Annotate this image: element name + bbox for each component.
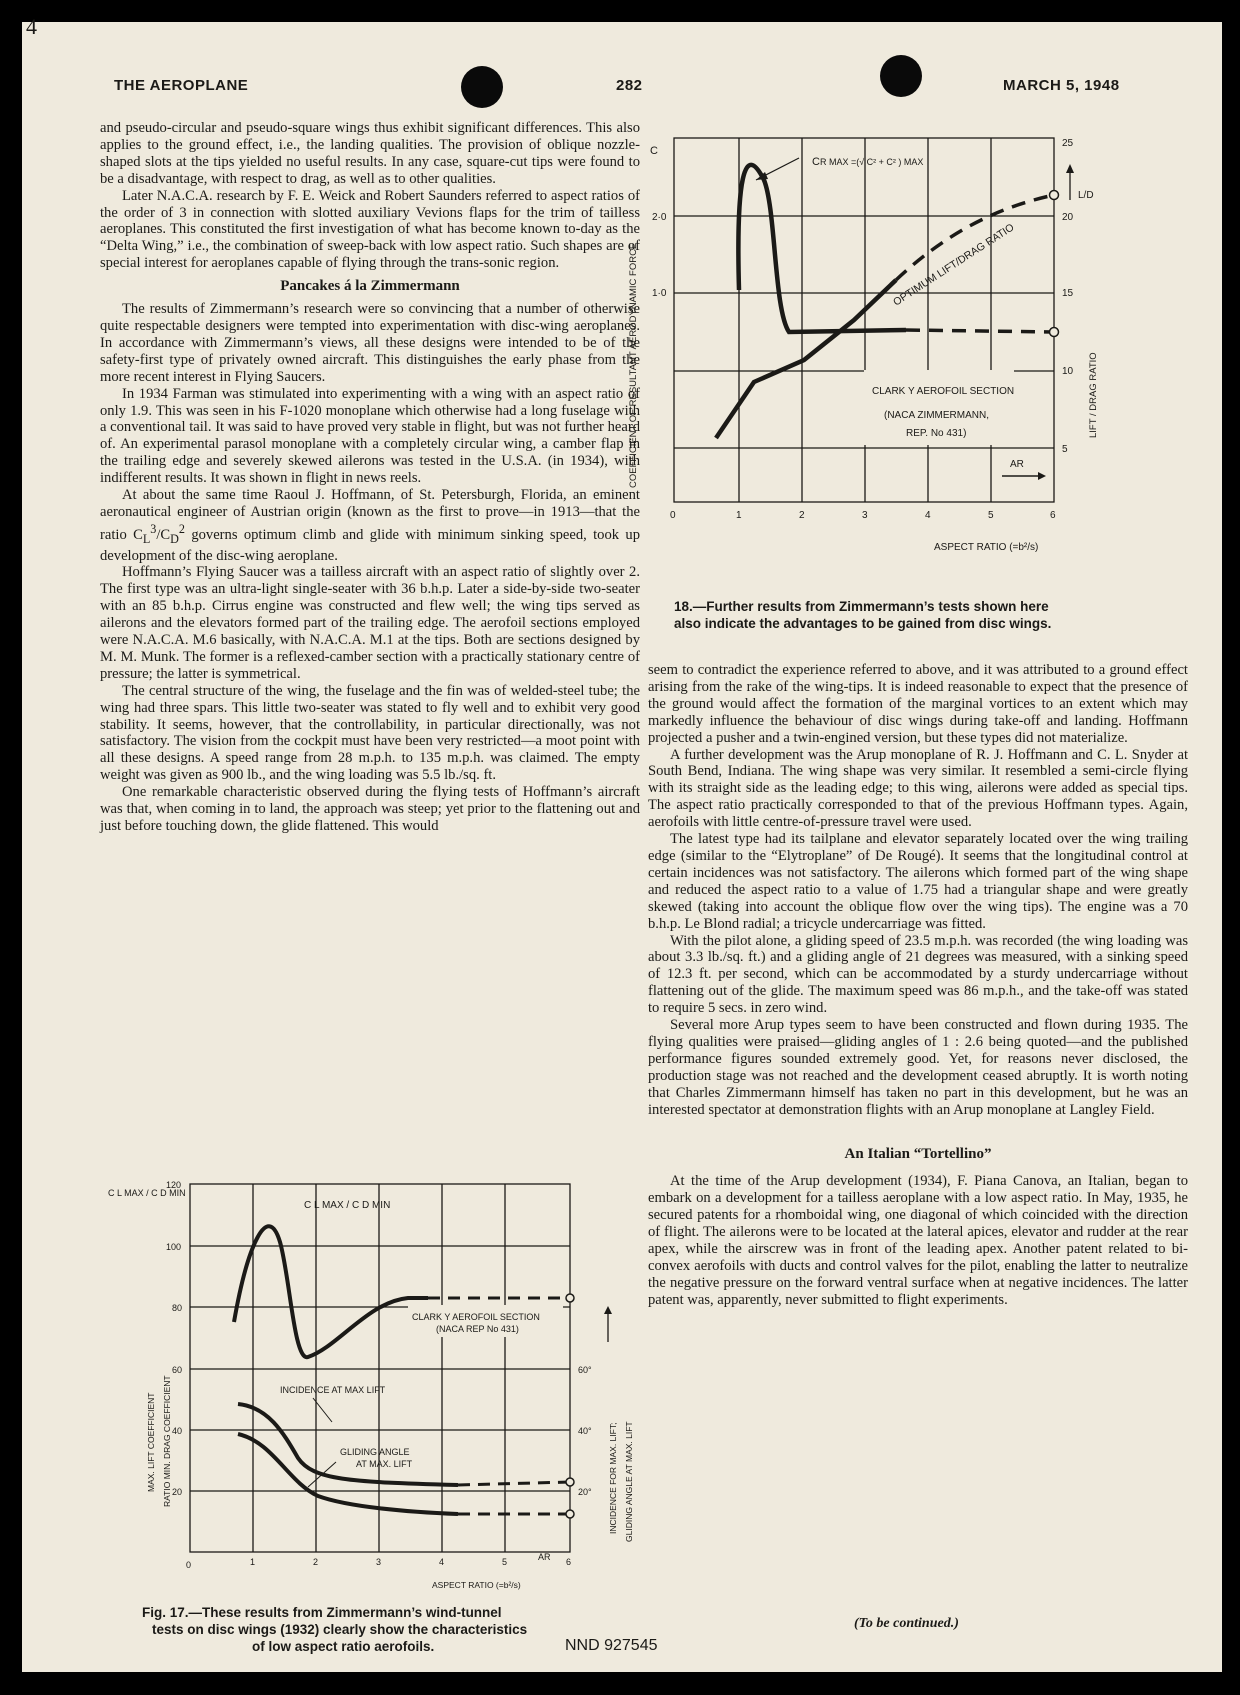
punch-hole-left <box>461 66 503 108</box>
caption-line: 18.—Further results from Zimmermann’s tests shown here <box>674 599 1049 614</box>
paragraph: With the pilot alone, a gliding speed of 23.5 m.p.h. was recorded (the wing loading was about 3.3 lb./sq. ft.) and a gliding angle of 21 degrees was measured, with a sinking speed of 12.3 ft. per second, which can be accommodated by a sturdy undercarriage without flattening out of the glide. The maximum speed was 86 m.p.h., and the take-off was stated to require 5 secs. in zero wind. <box>648 932 1188 1017</box>
gliding-label: AT MAX. LIFT <box>356 1459 413 1469</box>
right-tick-label: 60° <box>578 1365 592 1375</box>
gliding-label: GLIDING ANGLE <box>340 1447 410 1457</box>
left-tick-label: 1·0 <box>652 288 667 299</box>
figure-17-grid <box>190 1184 570 1552</box>
optimum-ld-label: OPTIMUM LIFT/DRAG RATIO <box>891 221 1017 309</box>
paragraph: seem to contradict the experience referred to above, and it was attributed to a ground effect arising from the rake of the wing-tips. It is indeed reasonable to expect that the presence of the ground would affect the formation of the marginal vortices to an extent which may markedly influence the behaviour of disc wings during take-off and landing. Hoffmann projected a pusher and a twin-engined version, but these types did not materialize. <box>648 662 1188 746</box>
right-tick-label: 25 <box>1062 138 1074 149</box>
x-tick-label: 5 <box>502 1557 508 1567</box>
paragraph <box>100 487 640 564</box>
right-axis-title: GLIDING ANGLE AT MAX. LIFT <box>624 1421 634 1542</box>
curve-end-marker <box>566 1478 574 1486</box>
archive-stamp: NND 927545 <box>565 1637 658 1654</box>
right-axis-symbol: L/D <box>1078 190 1094 201</box>
label-leader <box>308 1462 336 1487</box>
box-line: CLARK Y AEROFOIL SECTION <box>412 1312 540 1322</box>
left-axis-symbol: C L MAX / C D MIN <box>108 1188 186 1198</box>
x-tick-label: 1 <box>250 1557 256 1567</box>
paragraph: In 1934 Farman was stimulated into experimenting with a wing with an aspect ratio of only 1.9. This was seen in his F-1020 monoplane which otherwise had a long fuselage with a conventional tail. It was said to have proved very stable in flight, but was not further heard of. An experimental parasol monoplane with a completely circular wing, a camber flap in the trailing edge and severely skewed ailerons was tested in the U.S.A. (in 1934), with indifferent results. It was shown in flight in news reels. <box>100 385 640 487</box>
paragraph: Several more Arup types seem to have been constructed and flown during 1935. The flying qualities were praised—gliding angles of 1 : 2.6 being quoted—and the published performance figures sounded extremely good. Yet, for reasons never disclosed, the production stage was not reached and the development ceased abruptly. It is worth noting that Charles Zimmermann himself has taken no part in this development, but he was an interested spectator at demonstration flights with an Arup monoplane at Langley Field. <box>648 1017 1188 1118</box>
figure-18-grid <box>674 138 1054 502</box>
cr-max-curve <box>738 165 906 332</box>
left-tick-label: 80 <box>172 1303 183 1313</box>
box-line: CLARK Y AEROFOIL SECTION <box>872 386 1015 397</box>
x-tick-label: 3 <box>862 510 868 521</box>
caption-line: Fig. 17.—These results from Zimmermann’s wind-tunnel <box>142 1605 502 1620</box>
paragraph: and pseudo-circular and pseudo-square wings thus exhibit significant differences. This also applies to the ground effect, i.e., the landing qualities. The provision of oblique nozzle-shaped slots at the tips yielded no useful results. In any case, square-cut tips were found to be a disadvantage, with respect to drag, as well as to other qualities. <box>100 120 640 187</box>
x-tick-label: 4 <box>925 510 931 521</box>
plot-frame <box>190 1184 570 1552</box>
paragraph: Hoffmann’s Flying Saucer was a tailless aircraft with an aspect ratio of slightly over 2. The first type was an ultra-light single-seater with 36 b.h.p. Later a side-by-side two-seater with an 85 b.h.p. Cirrus engine was constructed and flew well; the wing tips served as ailerons and the elevators formed part of the trailing edge. The aerofoil sections employed were N.A.C.A. M.6 basically, with N.A.C.A. M.1 at the tips. Both are sections designed by M. M. Munk. The former is a reflexed-camber section with a practically stationary centre of pressure; the latter is symmetrical. <box>100 564 640 682</box>
x-tick-label: 6 <box>566 1557 572 1567</box>
section-heading: Pancakes á la Zimmermann <box>280 278 460 295</box>
corner-mark: 4 <box>26 14 38 39</box>
cr-max-label: CR MAX =(√ C² + C² ) MAX <box>812 156 924 168</box>
left-axis-title: RATIO MIN. DRAG COEFFICIENT <box>162 1375 172 1507</box>
x-tick-label: 5 <box>988 510 994 521</box>
right-tick-label: 20 <box>1062 212 1074 223</box>
paragraph-text: At about the same time Raoul J. Hoffmann, of St. Petersburgh, Florida, an eminent aeronautical engineer of Austrian origin (known as the first to prove—in 1913—that the ratio <box>100 487 640 543</box>
paragraph: Later N.A.C.A. research by F. E. Weick and Robert Saunders referred to aspect ratios of the order of 3 in connection with slotted auxiliary Vevions flaps for the trim of tailless aeroplanes. This constituted the first investigation of what has become known to-day as the “Delta Wing,” i.e., the combination of sweep-back with low aspect ratio. Such shapes are of special interest for aeroplanes capable of flying through the trans-sonic region. <box>100 187 640 272</box>
optimum-ld-curve-extrapolated <box>896 195 1054 280</box>
paragraph: The latest type had its tailplane and elevator separately located over the wing trailing edge (similar to the “Elytroplane” of De Rougé). It seems that the longitudinal control at certain incidences was not satisfactory. The ailerons which formed part of the wing shape and reduced the aspect ratio to a value of 1.75 had a triangular shape and were greatly skewed (taking into account the oblique flow over the wing tips). The engine was a 70 b.h.p. Le Blond radial; a tricycle undercarriage was fitted. <box>648 831 1188 932</box>
figure-17-caption <box>142 1604 527 1655</box>
arrow-icon <box>1066 164 1074 173</box>
right-tick-label: 5 <box>1062 444 1068 455</box>
right-tick-label: 20° <box>578 1487 592 1497</box>
formula: $C_L^3/C_D^2$ <box>133 521 185 546</box>
paragraph: A further development was the Arup monoplane of R. J. Hoffmann and C. L. Snyder at South Bend, Indiana. The wing shape was very similar. It resembled a semi-circle flying with its straight side as the leading edge; to this wing, ailerons were added as special tips. The aspect ratio practically corresponded to that of the previous Hoffmann types. Again, aerofoils with little centre-of-pressure travel were used. <box>648 746 1188 831</box>
right-tick-label: 10 <box>1062 366 1074 377</box>
figure-18-chart <box>628 120 1204 620</box>
figure-17-chart <box>108 1162 634 1572</box>
left-tick-label: 20 <box>172 1487 183 1497</box>
right-column <box>648 662 1188 1309</box>
curve-end-marker <box>566 1294 574 1302</box>
arrow-icon <box>604 1306 612 1314</box>
box-line: (NACA ZIMMERMANN, <box>884 410 989 421</box>
journal-page <box>22 14 1222 1672</box>
x-tick-label: 2 <box>799 510 805 521</box>
incidence-label: INCIDENCE AT MAX LIFT <box>280 1385 386 1395</box>
caption-line: also indicate the advantages to be gained from disc wings. <box>674 616 1052 631</box>
gliding-angle-curve <box>238 1434 458 1514</box>
right-axis-title: INCIDENCE FOR MAX. LIFT; <box>608 1422 618 1534</box>
incidence-curve <box>238 1404 458 1485</box>
x-tick-label: 0 <box>670 510 676 521</box>
top-curve-label: C L MAX / C D MIN <box>304 1200 391 1211</box>
caption-line: tests on disc wings (1932) clearly show the characteristics <box>152 1622 528 1637</box>
right-axis-title: LIFT / DRAG RATIO <box>1088 352 1099 438</box>
running-head-title: THE AEROPLANE <box>114 77 249 94</box>
left-tick-label: 40 <box>172 1426 183 1436</box>
ar-arrow-label: AR <box>1010 459 1024 470</box>
x-tick-label: 2 <box>313 1557 319 1567</box>
x-tick-label: 6 <box>1050 510 1056 521</box>
right-tick-label: 40° <box>578 1426 592 1436</box>
curve-end-marker <box>566 1510 574 1518</box>
x-axis-title: ASPECT RATIO (=b²/s) <box>934 542 1039 553</box>
box-line: (NACA REP No 431) <box>436 1324 519 1334</box>
x-tick-label: 3 <box>376 1557 382 1567</box>
left-tick-label: 2·0 <box>652 212 667 223</box>
curve-end-marker <box>1050 191 1059 200</box>
arrow-icon <box>1038 472 1046 480</box>
x-tick-label: 4 <box>439 1557 445 1567</box>
left-axis-title: COEFFICIENT OF RESULTANT AERODYNAMIC FORCE <box>628 242 639 488</box>
left-axis-symbol: C <box>650 145 658 157</box>
x-tick-label: 1 <box>736 510 742 521</box>
x-tick-label: 0 <box>186 1560 192 1570</box>
paragraph: One remarkable characteristic observed during the flying tests of Hoffmann’s aircraft was that, when coming in to land, the approach was steep; yet prior to the flattening out and just before touching down, the glide flattened. This would <box>100 784 640 835</box>
paragraph-text: governs optimum climb and glide with minimum sinking speed, took up development of the disc-wing aeroplane. <box>100 526 640 564</box>
continued-note: (To be continued.) <box>854 1616 959 1631</box>
left-axis-title: MAX. LIFT COEFFICIENT <box>146 1392 156 1492</box>
paragraph: The results of Zimmermann’s research were so convincing that a number of otherwise quite respectable designers were tempted into experimentation with disc-wing aeroplanes. In accordance with Zimmermann’s views, all these designs were intended to be of the safety-first type of privately owned aircraft. This distinguishes the early phase from the more recent interest in Flying Saucers. <box>100 301 640 385</box>
fig17-x-axis-title: ASPECT RATIO (=b²/s) <box>432 1580 521 1590</box>
left-tick-label: 120 <box>166 1180 182 1190</box>
punch-hole-right <box>880 55 922 97</box>
running-head-date: MARCH 5, 1948 <box>1003 77 1120 94</box>
right-tick-label: 15 <box>1062 288 1074 299</box>
page-number: 282 <box>616 77 643 94</box>
incidence-curve-extrapolated <box>458 1482 570 1485</box>
box-line: REP. No 431) <box>906 428 967 439</box>
caption-line: of low aspect ratio aerofoils. <box>252 1639 435 1654</box>
paragraph: At the time of the Arup development (1934), F. Piana Canova, an Italian, began to embark on a development for a tailless aeroplane with a low aspect ratio. In May, 1935, he secured patents for a rhomboidal wing, one diagonal of which coincided with the direction of flight. The ailerons were to be located at the lateral apices, elevator and rudder at the rear apex, while the airscrew was in front of the leading apex. Another patent related to bi-convex aerofoils with ducts and control valves for the pilot, enabling the latter to neutralize the negative pressure on the forward ventral surface when at negative incidences. The latter patent was, apparently, never submitted to flight experiments. <box>648 1173 1188 1308</box>
left-tick-label: 60 <box>172 1365 183 1375</box>
left-tick-label: 100 <box>166 1242 182 1252</box>
ar-label: AR <box>538 1552 551 1562</box>
paragraph: The central structure of the wing, the fuselage and the fin was of welded-steel tube; the wing had three spars. This little two-seater was stated to fly well and to exhibit very good stability. It seems, however, that the controllability, in particular directionally, was not satisfactory. The vision from the cockpit must have been very restricted—a moot point with all these designs. A speed range from 28 m.p.h. to 135 m.p.h. was claimed. The empty weight was given as 900 lb., and the wing loading was 5.5 lb./sq. ft. <box>100 682 640 784</box>
curve-end-marker <box>1050 328 1059 337</box>
left-column <box>100 120 640 835</box>
section-heading: An Italian “Tortellino” <box>844 1146 992 1163</box>
figure-18-caption <box>674 598 1051 632</box>
